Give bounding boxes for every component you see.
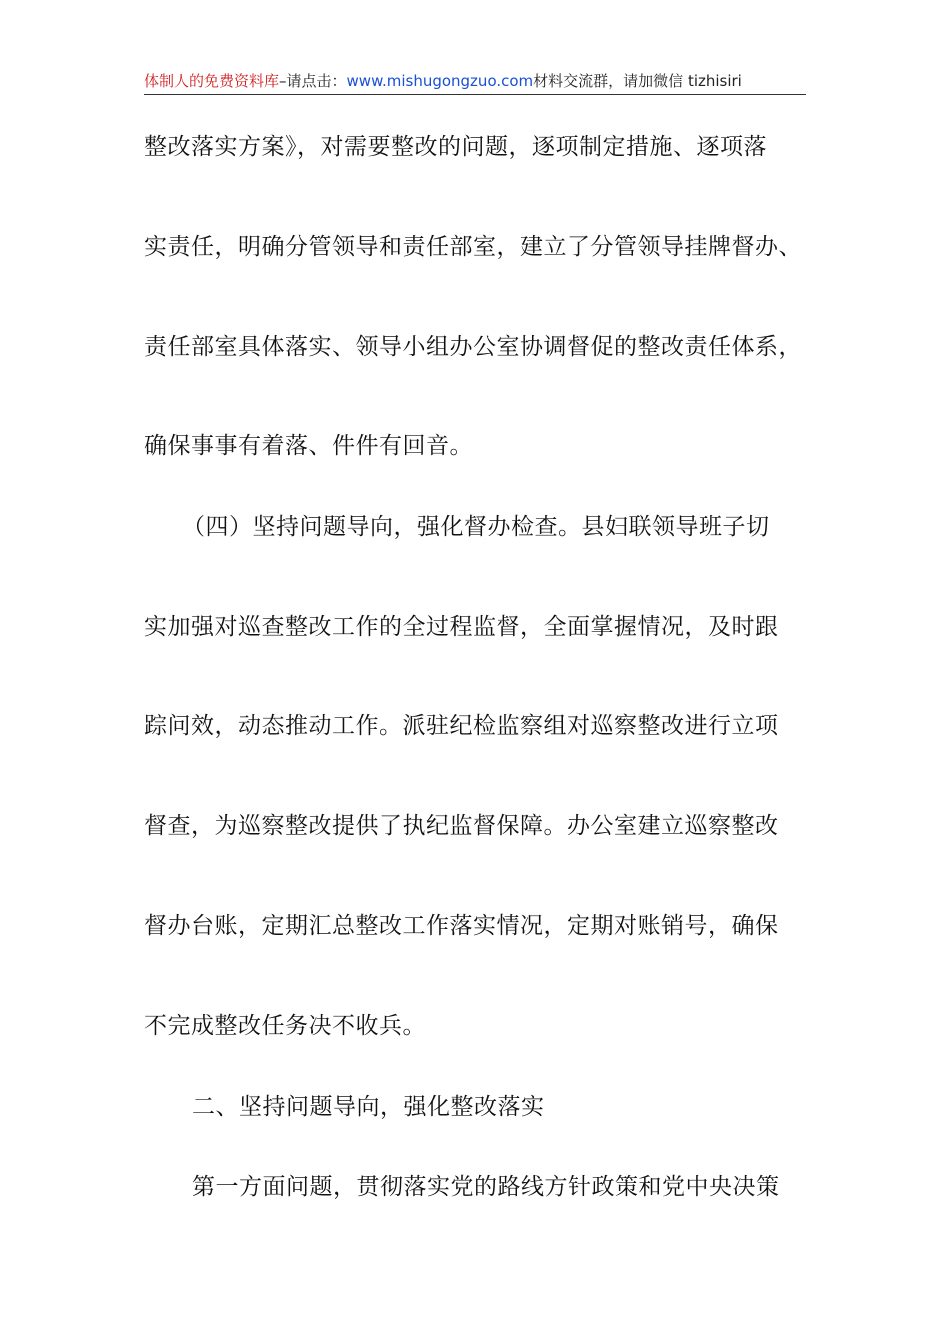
body-line: 实加强对巡查整改工作的全过程监督，全面掌握情况，及时跟 (144, 614, 779, 640)
body-line: 实责任，明确分管领导和责任部室，建立了分管领导挂牌督办、 (144, 234, 802, 260)
body-line: 督办台账，定期汇总整改工作落实情况，定期对账销号，确保 (144, 913, 779, 939)
body-line: 督查，为巡察整改提供了执纪监督保障。办公室建立巡察整改 (144, 813, 779, 839)
body-line: 第一方面问题，贯彻落实党的路线方针政策和党中央决策 (192, 1174, 780, 1200)
page-header (144, 68, 806, 95)
header-brand: 体制人的免费资料库 (144, 72, 280, 90)
header-link[interactable]: www.mishugongzuo.com (346, 72, 534, 90)
header-note: 材料交流群，请加微信 tizhisiri (533, 72, 742, 90)
body-line: 整改落实方案》，对需要整改的问题，逐项制定措施、逐项落 (144, 134, 767, 160)
header-prompt: –请点击： (279, 72, 347, 90)
paragraph-heading-line: （四）坚持问题导向，强化督办检查。县妇联领导班子切 (182, 514, 770, 540)
body-line: 不完成整改任务决不收兵。 (144, 1013, 426, 1039)
body-line: 踪问效，动态推动工作。派驻纪检监察组对巡察整改进行立项 (144, 713, 779, 739)
body-line: 确保事事有着落、件件有回音。 (144, 433, 473, 459)
body-line: 责任部室具体落实、领导小组办公室协调督促的整改责任体系， (144, 334, 802, 360)
section-heading: 二、坚持问题导向，强化整改落实 (192, 1094, 545, 1120)
